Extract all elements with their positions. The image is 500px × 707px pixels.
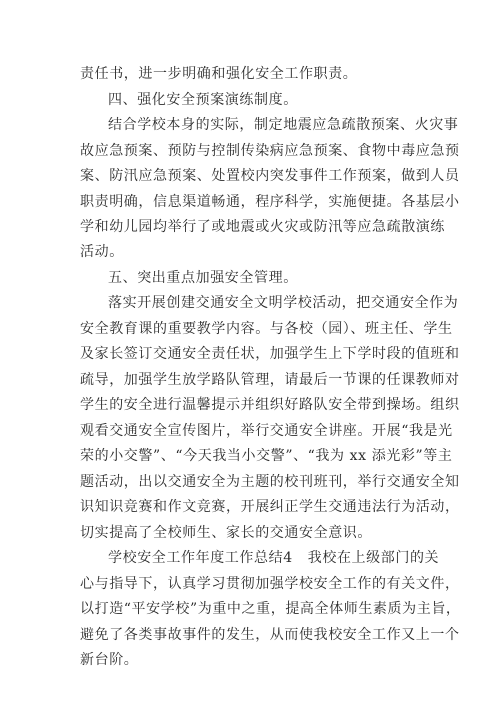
paragraph-line: 新台阶。 <box>80 652 139 668</box>
section-heading: 四、强化安全预案演练制度。 <box>108 92 298 108</box>
paragraph-line: 故应急预案、预防与控制传染病应急预案、食物中毒应急预 <box>80 143 460 159</box>
paragraph-line: 切实提高了全校师生、家长的交通安全意识。 <box>80 525 372 541</box>
article-title-line: 学校安全工作年度工作总结4 我校在上级部门的关 <box>108 550 440 566</box>
paragraph-line: 荣的小交警”、“今天我当小交警”、“我为 xx 添光彩”等主 <box>80 448 453 464</box>
paragraph-line: 识知识竞赛和作文竞赛，开展纠正学生交通违法行为活动， <box>80 499 460 515</box>
section-heading: 五、突出重点加强安全管理。 <box>108 270 298 286</box>
paragraph-line: 活动。 <box>80 244 124 260</box>
paragraph-line: 学生的安全进行温馨提示并组织好路队安全带到操场。组织 <box>80 397 460 413</box>
paragraph-line: 以打造“平安学校”为重中之重，提高全体师生素质为主旨， <box>80 601 461 617</box>
paragraph-line: 落实开展创建交通安全文明学校活动，把交通安全作为 <box>108 295 459 311</box>
paragraph-line: 学和幼儿园均举行了或地震或火灾或防汛等应急疏散演练 <box>80 219 445 235</box>
paragraph-line: 观看交通安全宣传图片，举行交通安全讲座。开展“我是光 <box>80 423 453 439</box>
paragraph-line: 安全教育课的重要教学内容。与各校（园）、班主任、学生 <box>80 321 453 337</box>
paragraph-line: 疏导，加强学生放学路队管理，请最后一节课的任课教师对 <box>80 372 460 388</box>
paragraph-line: 避免了各类事故事件的发生，从而使我校安全工作又上一个 <box>80 627 460 643</box>
paragraph-line: 责任书，进一步明确和强化安全工作职责。 <box>80 66 358 82</box>
paragraph-line: 及家长签订交通安全责任状，加强学生上下学时段的值班和 <box>80 346 460 362</box>
paragraph-line: 结合学校本身的实际，制定地震应急疏散预案、火灾事 <box>108 117 459 133</box>
paragraph-line: 职责明确，信息渠道畅通，程序科学，实施便捷。各基层小 <box>80 194 460 210</box>
paragraph-line: 心与指导下，认真学习贯彻加强学校安全工作的有关文件， <box>80 576 460 592</box>
paragraph-line: 案、防汛应急预案、处置校内突发事件工作预案，做到人员 <box>80 168 460 184</box>
paragraph-line: 题活动，出以交通安全为主题的校刊班刊，举行交通安全知 <box>80 474 460 490</box>
